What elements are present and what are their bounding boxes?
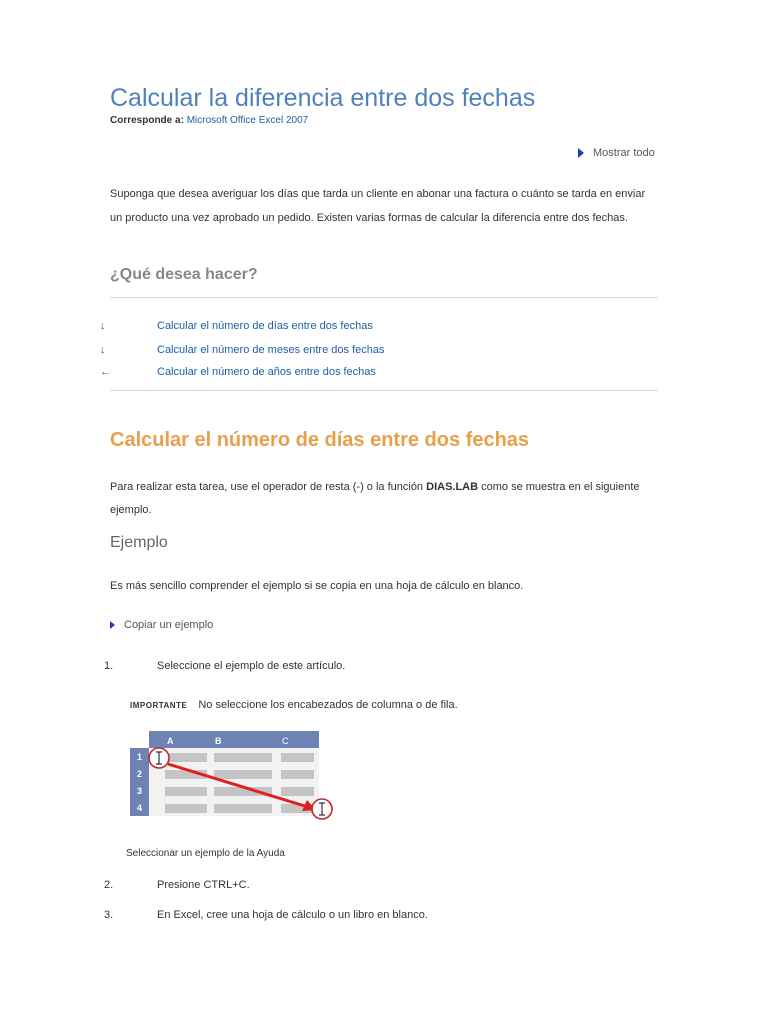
- page-title: Calcular la diferencia entre dos fechas: [110, 84, 536, 112]
- text-cursor-icon: [312, 799, 332, 819]
- text-cursor-icon: [149, 748, 169, 768]
- column-label: C: [282, 736, 289, 746]
- row-label: 1: [137, 752, 143, 762]
- step-number: 1.: [104, 660, 114, 672]
- step-text: Presione CTRL+C.: [157, 879, 250, 891]
- important-text: No seleccione los encabezados de columna o de fila.: [198, 699, 458, 711]
- row-label: 2: [137, 769, 143, 779]
- applies-to: [110, 115, 308, 126]
- important-note: [130, 699, 458, 711]
- divider: [110, 390, 658, 391]
- section-paragraph: [110, 476, 655, 522]
- expand-triangle-icon: [578, 148, 584, 158]
- column-label: A: [167, 736, 174, 746]
- jump-link-label[interactable]: Calcular el número de días entre dos fechas: [157, 320, 373, 332]
- show-all-label: Mostrar todo: [593, 147, 655, 159]
- jump-link-months[interactable]: [100, 344, 500, 362]
- applies-product-link[interactable]: Microsoft Office Excel 2007: [186, 115, 309, 126]
- show-all-button[interactable]: [578, 147, 655, 159]
- jump-link-label[interactable]: Calcular el número de años entre dos fechas: [157, 366, 376, 378]
- copy-example-label: Copiar un ejemplo: [124, 619, 214, 631]
- para-text: como se muestra en el siguiente ejemplo.: [110, 481, 640, 516]
- step-number: 2.: [104, 879, 114, 891]
- example-paragraph: Es más sencillo comprender el ejemplo si se copia en una hoja de cálculo en blanco.: [110, 580, 524, 592]
- copy-example-button[interactable]: [110, 619, 213, 631]
- row-label: 3: [137, 786, 143, 796]
- jump-link-days[interactable]: [100, 320, 500, 338]
- applies-label: Corresponde a:: [110, 115, 184, 126]
- step-text: Seleccione el ejemplo de este artículo.: [157, 660, 346, 672]
- question-heading: ¿Qué desea hacer?: [110, 266, 258, 283]
- jump-link-label[interactable]: Calcular el número de meses entre dos fechas: [157, 344, 385, 356]
- row-label: 4: [137, 803, 143, 813]
- expand-triangle-icon: [110, 621, 115, 629]
- arrow-down-icon: ↓: [100, 344, 106, 356]
- para-text: Para realizar esta tarea, use el operador de resta (-) o la función: [110, 481, 424, 493]
- column-label: B: [215, 736, 222, 746]
- select-example-figure: [130, 730, 340, 825]
- important-label: IMPORTANTE: [130, 701, 188, 710]
- figure-caption: Seleccionar un ejemplo de la Ayuda: [126, 848, 285, 859]
- function-name: DIAS.LAB: [426, 481, 479, 493]
- section-heading: Calcular el número de días entre dos fechas: [110, 429, 530, 451]
- example-heading: Ejemplo: [110, 534, 168, 551]
- step-number: 3.: [104, 909, 114, 921]
- step-text: En Excel, cree una hoja de cálculo o un libro en blanco.: [157, 909, 428, 921]
- intro-paragraph: Suponga que desea averiguar los días que tarda un cliente en abonar una factura o cuánto se tarda en enviar un producto una vez aprobado un pedido. Existen varias formas de calcular la diferencia entre dos fechas.: [110, 188, 646, 224]
- arrow-down-icon: ↓: [100, 320, 106, 332]
- jump-link-years[interactable]: [100, 366, 500, 384]
- divider: [110, 297, 658, 298]
- arrow-left-icon: ←: [100, 366, 111, 378]
- column-header-bar: [149, 731, 319, 748]
